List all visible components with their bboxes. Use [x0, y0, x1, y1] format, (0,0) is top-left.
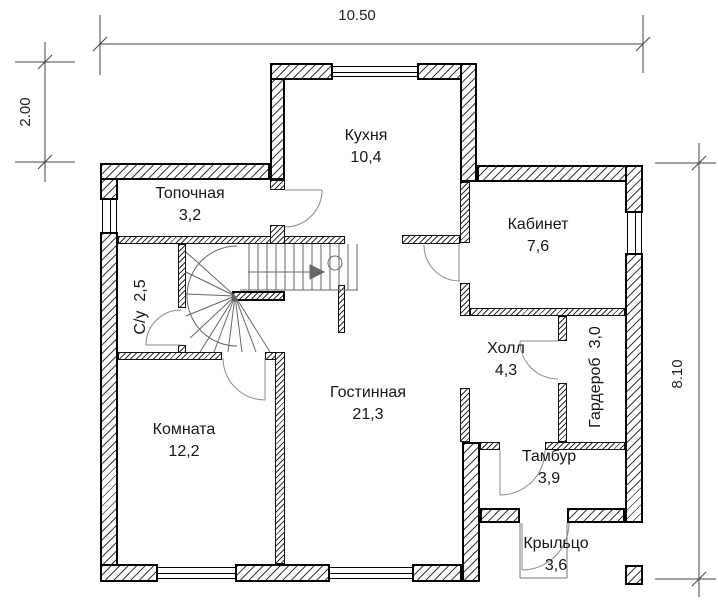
room-label-boiler: Топочная 3,2 — [155, 185, 225, 224]
dimension-label-top: 10.50 — [338, 7, 376, 24]
staircase-linework — [186, 244, 358, 352]
room-label-bedroom: Комната 12,2 — [152, 421, 216, 460]
dimension-label-left: 2.00 — [17, 97, 34, 127]
room-label-living: Гостинная 21,3 — [330, 384, 406, 423]
room-label-porch: Крыльцо 3,6 — [523, 535, 589, 574]
stair-direction-arrow — [310, 265, 324, 279]
dimension-label-right: 8.10 — [669, 359, 686, 389]
room-label-wc: С/у2,5 — [132, 279, 149, 335]
dimension-linework — [15, 15, 716, 597]
room-label-tambour: Тамбур 3,9 — [521, 448, 577, 487]
room-label-wardrobe: Гардероб3,0 — [587, 326, 604, 428]
room-label-cabinet: Кабинет 7,6 — [507, 216, 569, 255]
room-label-hall: Холл 4,3 — [487, 340, 525, 379]
room-label-kitchen: Кухня 10,4 — [344, 127, 388, 166]
